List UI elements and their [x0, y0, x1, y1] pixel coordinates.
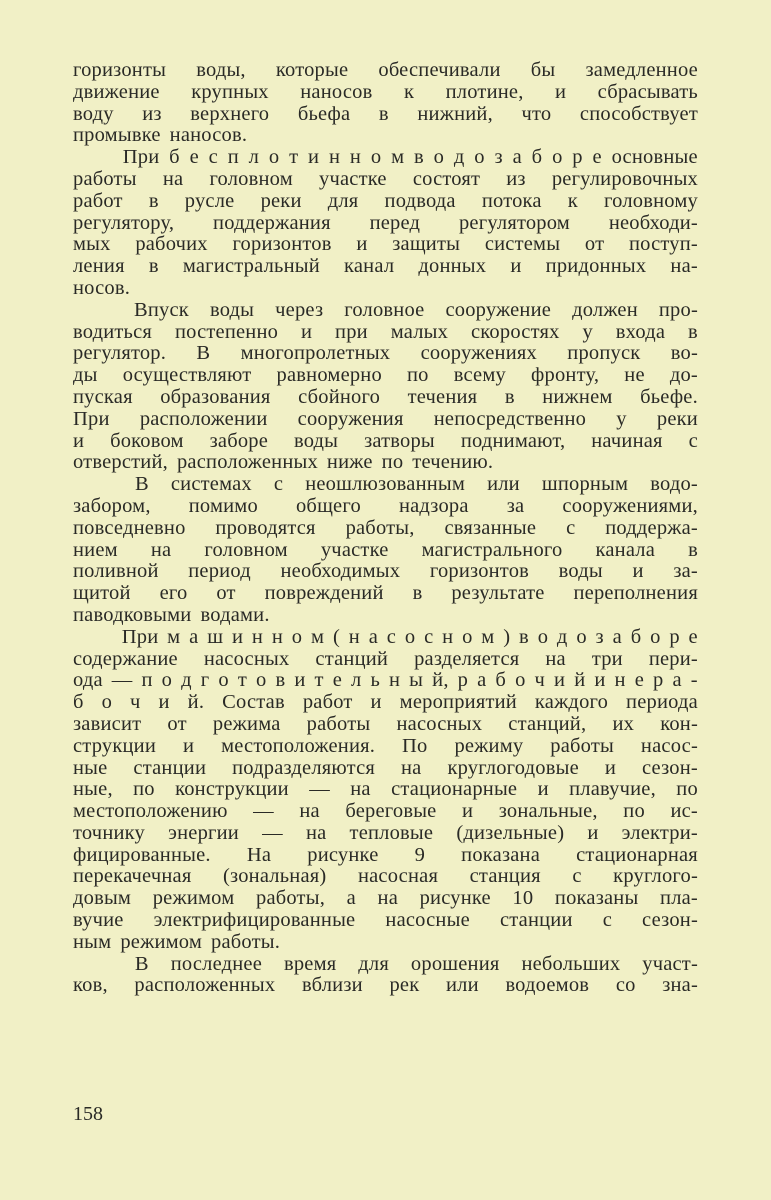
- text-line: движение крупных наносов к плотине, и сбрасывать: [73, 80, 698, 103]
- page-number: 158: [73, 1103, 103, 1125]
- text-line: зависит от режима работы насосных станций, их кон-: [73, 712, 698, 735]
- text-line: работ в русле реки для подвода потока к головному: [73, 189, 698, 212]
- text-line: пуская образования сбойного течения в нижнем бьефе.: [73, 385, 698, 408]
- text-line: ным режимом работы.: [73, 930, 281, 953]
- text-line: точнику энергии — на тепловые (дизельные) и электри-: [73, 821, 698, 844]
- text-line: водиться постепенно и при малых скоростях у входа в: [73, 320, 698, 343]
- text-line: ков, расположенных вблизи рек или водоемов со зна-: [73, 974, 698, 997]
- text-line: В системах с неошлюзованным или шпорным водо-: [135, 473, 698, 496]
- text-line: ления в магистральный канал донных и придонных на-: [73, 255, 698, 278]
- text-line: и боковом заборе воды затворы поднимают, начиная с: [73, 429, 698, 452]
- text-line: мых рабочих горизонтов и защиты системы от поступ-: [73, 233, 698, 256]
- text-line: повседневно проводятся работы, связанные с поддержа-: [73, 516, 698, 539]
- text-line: нием на головном участке магистрального канала в: [73, 538, 698, 561]
- text-line: б о ч и й. Состав работ и мероприятий каждого периода: [73, 691, 698, 714]
- text-line: работы на головном участке состоят из регулировочных: [73, 167, 698, 190]
- text-line: отверстий, расположенных ниже по течению.: [73, 451, 494, 474]
- text-line: вучие электрифицированные насосные станции с сезон-: [73, 909, 698, 932]
- text-line: ды осуществляют равномерно по всему фронту, не до-: [73, 364, 698, 387]
- text-line: воду из верхнего бьефа в нижний, что способствует: [73, 102, 698, 125]
- text-line: струкции и местоположения. По режиму работы насос-: [73, 734, 698, 757]
- text-line: При расположении сооружения непосредственно у реки: [73, 407, 698, 430]
- text-line: Впуск воды через головное сооружение должен про-: [134, 298, 698, 321]
- text-line: щитой его от повреждений в результате переполнения: [73, 582, 698, 605]
- text-line: забором, помимо общего надзора за сооружениями,: [73, 494, 698, 517]
- text-line: ода — п о д г о т о в и т е л ь н ы й, р а б о ч и й и н е р а -: [73, 669, 698, 692]
- text-line: промывке наносов.: [73, 124, 248, 147]
- text-line: При м а ш и н н о м ( н а с о с н о м ) в о д о з а б о р е: [121, 625, 698, 648]
- text-line: регулятору, поддержания перед регулятором необходи-: [73, 211, 698, 234]
- text-line: ные станции подразделяются на круглогодовые и сезон-: [73, 756, 698, 779]
- text-line: фицированные. На рисунке 9 показана стационарная: [73, 843, 698, 866]
- text-line: В последнее время для орошения небольших участ-: [134, 952, 698, 975]
- text-line: довым режимом работы, а на рисунке 10 показаны пла-: [73, 887, 698, 910]
- text-line: ные, по конструкции — на стационарные и плавучие, по: [73, 778, 698, 801]
- text-line: паводковыми водами.: [73, 603, 270, 626]
- text-line: перекачечная (зональная) насосная станция с круглого-: [73, 865, 698, 888]
- text-line: При б е с п л о т и н н о м в о д о з а б о р е основные: [122, 146, 698, 169]
- text-line: горизонты воды, которые обеспечивали бы замедленное: [73, 59, 698, 81]
- text-line: местоположению — на береговые и зональные, по ис-: [73, 800, 698, 823]
- text-line: содержание насосных станций разделяется на три пери-: [73, 647, 698, 670]
- text-line: регулятор. В многопролетных сооружениях пропуск во-: [73, 342, 698, 365]
- text-line: носов.: [73, 276, 131, 299]
- body-text: [73, 60, 698, 997]
- text-line: поливной период необходимых горизонтов воды и за-: [73, 560, 698, 583]
